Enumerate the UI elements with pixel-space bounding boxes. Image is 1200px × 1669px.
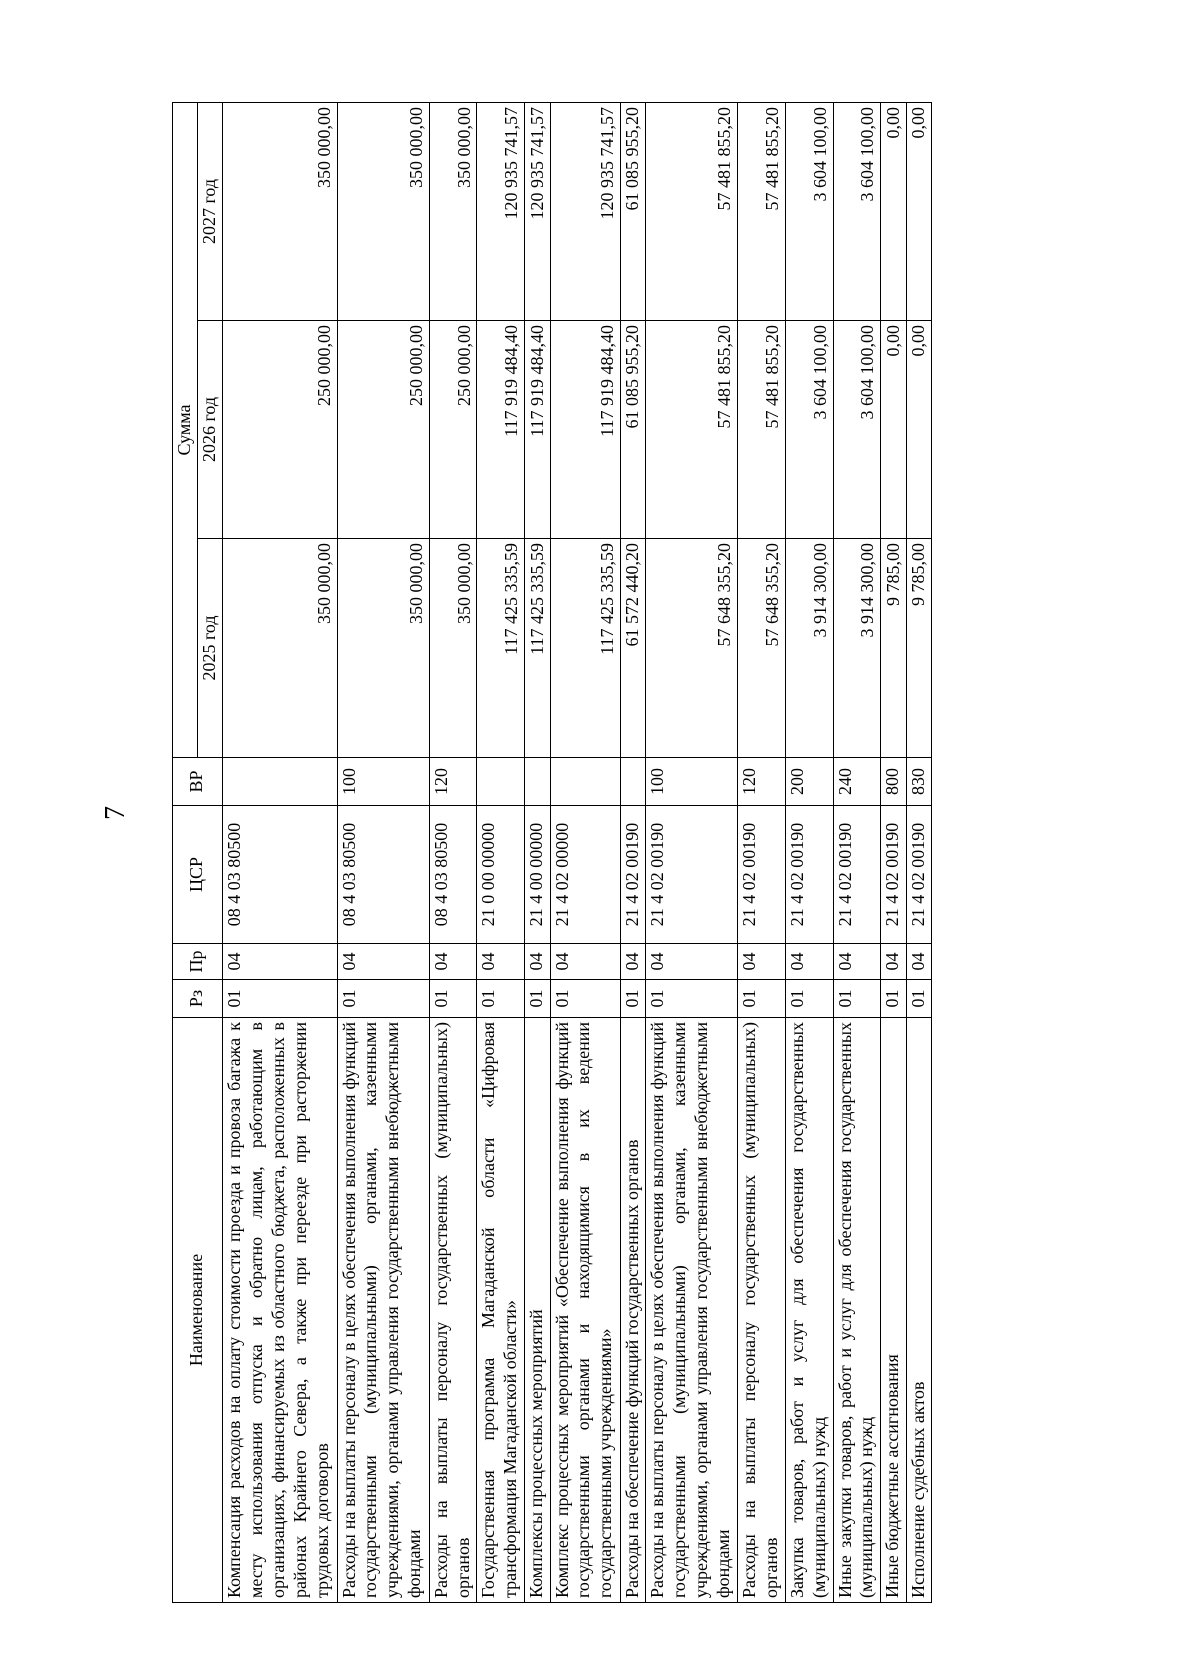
cell-vr: 830 <box>906 758 931 806</box>
cell-name: Закупка товаров, работ и услуг для обеспечения государственных (муниципальных) нужд <box>785 1018 833 1603</box>
header-csr: ЦСР <box>173 806 223 944</box>
cell-rz: 01 <box>881 980 906 1018</box>
cell-2027: 61 085 955,20 <box>620 102 645 320</box>
cell-csr: 08 4 03 80500 <box>337 806 429 944</box>
cell-2025: 350 000,00 <box>429 539 477 758</box>
cell-name: Расходы на выплаты персоналу в целях обеспечения выполнения функций государственными (муниципальными) органами, казенными учреждениями, органами управления государственными внебюджетными фондами <box>645 1018 737 1603</box>
header-row-1 <box>173 102 198 1602</box>
header-2026: 2026 год <box>197 321 222 539</box>
cell-csr: 21 4 02 00000 <box>550 806 620 944</box>
cell-vr <box>477 758 525 806</box>
header-vr: ВР <box>173 758 223 806</box>
cell-2025: 3 914 300,00 <box>833 539 881 758</box>
cell-csr: 21 4 02 00190 <box>620 806 645 944</box>
cell-pr: 04 <box>833 944 881 980</box>
table-row <box>550 102 620 1602</box>
cell-2026: 250 000,00 <box>429 321 477 539</box>
cell-2026: 250 000,00 <box>222 321 337 539</box>
cell-csr: 08 4 03 80500 <box>222 806 337 944</box>
cell-2025: 57 648 355,20 <box>738 539 786 758</box>
cell-2025: 3 914 300,00 <box>785 539 833 758</box>
cell-2027: 120 935 741,57 <box>525 102 550 320</box>
cell-vr: 100 <box>337 758 429 806</box>
cell-vr <box>525 758 550 806</box>
cell-csr: 21 4 00 00000 <box>525 806 550 944</box>
cell-2025: 117 425 335,59 <box>550 539 620 758</box>
cell-2027: 350 000,00 <box>222 102 337 320</box>
cell-2025: 117 425 335,59 <box>477 539 525 758</box>
cell-rz: 01 <box>738 980 786 1018</box>
cell-2027: 350 000,00 <box>337 102 429 320</box>
cell-vr <box>550 758 620 806</box>
cell-2025: 9 785,00 <box>906 539 931 758</box>
cell-name: Расходы на обеспечение функций государственных органов <box>620 1018 645 1603</box>
cell-2025: 61 572 440,20 <box>620 539 645 758</box>
cell-2026: 250 000,00 <box>337 321 429 539</box>
cell-name: Исполнение судебных актов <box>906 1018 931 1603</box>
cell-pr: 04 <box>620 944 645 980</box>
table-row <box>833 102 881 1602</box>
cell-pr: 04 <box>337 944 429 980</box>
cell-2027: 350 000,00 <box>429 102 477 320</box>
cell-2025: 350 000,00 <box>337 539 429 758</box>
cell-2026: 117 919 484,40 <box>525 321 550 539</box>
cell-rz: 01 <box>620 980 645 1018</box>
cell-rz: 01 <box>645 980 737 1018</box>
cell-csr: 21 4 02 00190 <box>881 806 906 944</box>
cell-pr: 04 <box>738 944 786 980</box>
table-row <box>785 102 833 1602</box>
cell-2026: 61 085 955,20 <box>620 321 645 539</box>
cell-2026: 57 481 855,20 <box>738 321 786 539</box>
cell-rz: 01 <box>525 980 550 1018</box>
cell-2027: 3 604 100,00 <box>785 102 833 320</box>
cell-rz: 01 <box>906 980 931 1018</box>
header-2025: 2025 год <box>197 539 222 758</box>
cell-name: Компенсация расходов на оплату стоимости проезда и провоза багажа к месту использования отпуска и обратно лицам, работающим в организациях, финансируемых из областного бюджета, расположенных в районах Крайнего Севера, а также при переезде при расторжении трудовых договоров <box>222 1018 337 1603</box>
cell-rz: 01 <box>337 980 429 1018</box>
cell-name: Иные бюджетные ассигнования <box>881 1018 906 1603</box>
table-row <box>881 102 906 1602</box>
cell-rz: 01 <box>429 980 477 1018</box>
cell-name: Расходы на выплаты персоналу государственных (муниципальных) органов <box>738 1018 786 1603</box>
cell-2026: 57 481 855,20 <box>645 321 737 539</box>
cell-rz: 01 <box>550 980 620 1018</box>
cell-2026: 3 604 100,00 <box>785 321 833 539</box>
cell-name: Государственная программа Магаданской области «Цифровая трансформация Магаданской области» <box>477 1018 525 1603</box>
cell-pr: 04 <box>525 944 550 980</box>
cell-pr: 04 <box>477 944 525 980</box>
header-rz: Рз <box>173 980 223 1018</box>
cell-2027: 0,00 <box>881 102 906 320</box>
table-row <box>620 102 645 1602</box>
cell-vr: 200 <box>785 758 833 806</box>
cell-rz: 01 <box>477 980 525 1018</box>
cell-vr <box>222 758 337 806</box>
cell-vr <box>620 758 645 806</box>
cell-2025: 350 000,00 <box>222 539 337 758</box>
cell-csr: 21 4 02 00190 <box>785 806 833 944</box>
cell-name: Комплекс процессных мероприятий «Обеспечение выполнения функций государственными органами и находящимися в их ведении государственными учреждениями» <box>550 1018 620 1603</box>
cell-rz: 01 <box>785 980 833 1018</box>
cell-2026: 0,00 <box>906 321 931 539</box>
cell-pr: 04 <box>785 944 833 980</box>
cell-pr: 04 <box>550 944 620 980</box>
cell-csr: 21 0 00 00000 <box>477 806 525 944</box>
table-row <box>906 102 931 1602</box>
header-name: Наименование <box>173 1018 223 1603</box>
cell-pr: 04 <box>222 944 337 980</box>
cell-name: Иные закупки товаров, работ и услуг для обеспечения государственных (муниципальных) нужд <box>833 1018 881 1603</box>
table-row <box>429 102 477 1602</box>
cell-pr: 04 <box>906 944 931 980</box>
table-row <box>337 102 429 1602</box>
cell-name: Комплексы процессных мероприятий <box>525 1018 550 1603</box>
cell-2025: 9 785,00 <box>881 539 906 758</box>
cell-pr: 04 <box>429 944 477 980</box>
cell-rz: 01 <box>833 980 881 1018</box>
cell-rz: 01 <box>222 980 337 1018</box>
cell-vr: 120 <box>738 758 786 806</box>
cell-pr: 04 <box>881 944 906 980</box>
rotated-table-wrapper <box>172 103 932 1603</box>
table-row <box>738 102 786 1602</box>
header-2027: 2027 год <box>197 102 222 320</box>
cell-2026: 117 919 484,40 <box>550 321 620 539</box>
cell-csr: 21 4 02 00190 <box>645 806 737 944</box>
cell-vr: 800 <box>881 758 906 806</box>
table-row <box>525 102 550 1602</box>
header-sum: Сумма <box>173 102 198 757</box>
cell-vr: 240 <box>833 758 881 806</box>
table-row <box>477 102 525 1602</box>
budget-table <box>172 102 932 1603</box>
page-number: 7 <box>100 806 131 820</box>
cell-2025: 57 648 355,20 <box>645 539 737 758</box>
cell-2027: 120 935 741,57 <box>550 102 620 320</box>
cell-name: Расходы на выплаты персоналу в целях обеспечения выполнения функций государственными (муниципальными) органами, казенными учреждениями, органами управления государственными внебюджетными фондами <box>337 1018 429 1603</box>
cell-name: Расходы на выплаты персоналу государственных (муниципальных) органов <box>429 1018 477 1603</box>
cell-csr: 08 4 03 80500 <box>429 806 477 944</box>
cell-2027: 3 604 100,00 <box>833 102 881 320</box>
cell-2025: 117 425 335,59 <box>525 539 550 758</box>
cell-csr: 21 4 02 00190 <box>833 806 881 944</box>
cell-2026: 117 919 484,40 <box>477 321 525 539</box>
cell-pr: 04 <box>645 944 737 980</box>
cell-2027: 120 935 741,57 <box>477 102 525 320</box>
cell-2026: 0,00 <box>881 321 906 539</box>
cell-csr: 21 4 02 00190 <box>906 806 931 944</box>
table-row <box>645 102 737 1602</box>
cell-csr: 21 4 02 00190 <box>738 806 786 944</box>
cell-2026: 3 604 100,00 <box>833 321 881 539</box>
cell-vr: 100 <box>645 758 737 806</box>
cell-2027: 0,00 <box>906 102 931 320</box>
cell-2027: 57 481 855,20 <box>645 102 737 320</box>
header-pr: Пр <box>173 944 223 980</box>
cell-2027: 57 481 855,20 <box>738 102 786 320</box>
table-row <box>222 102 337 1602</box>
cell-vr: 120 <box>429 758 477 806</box>
